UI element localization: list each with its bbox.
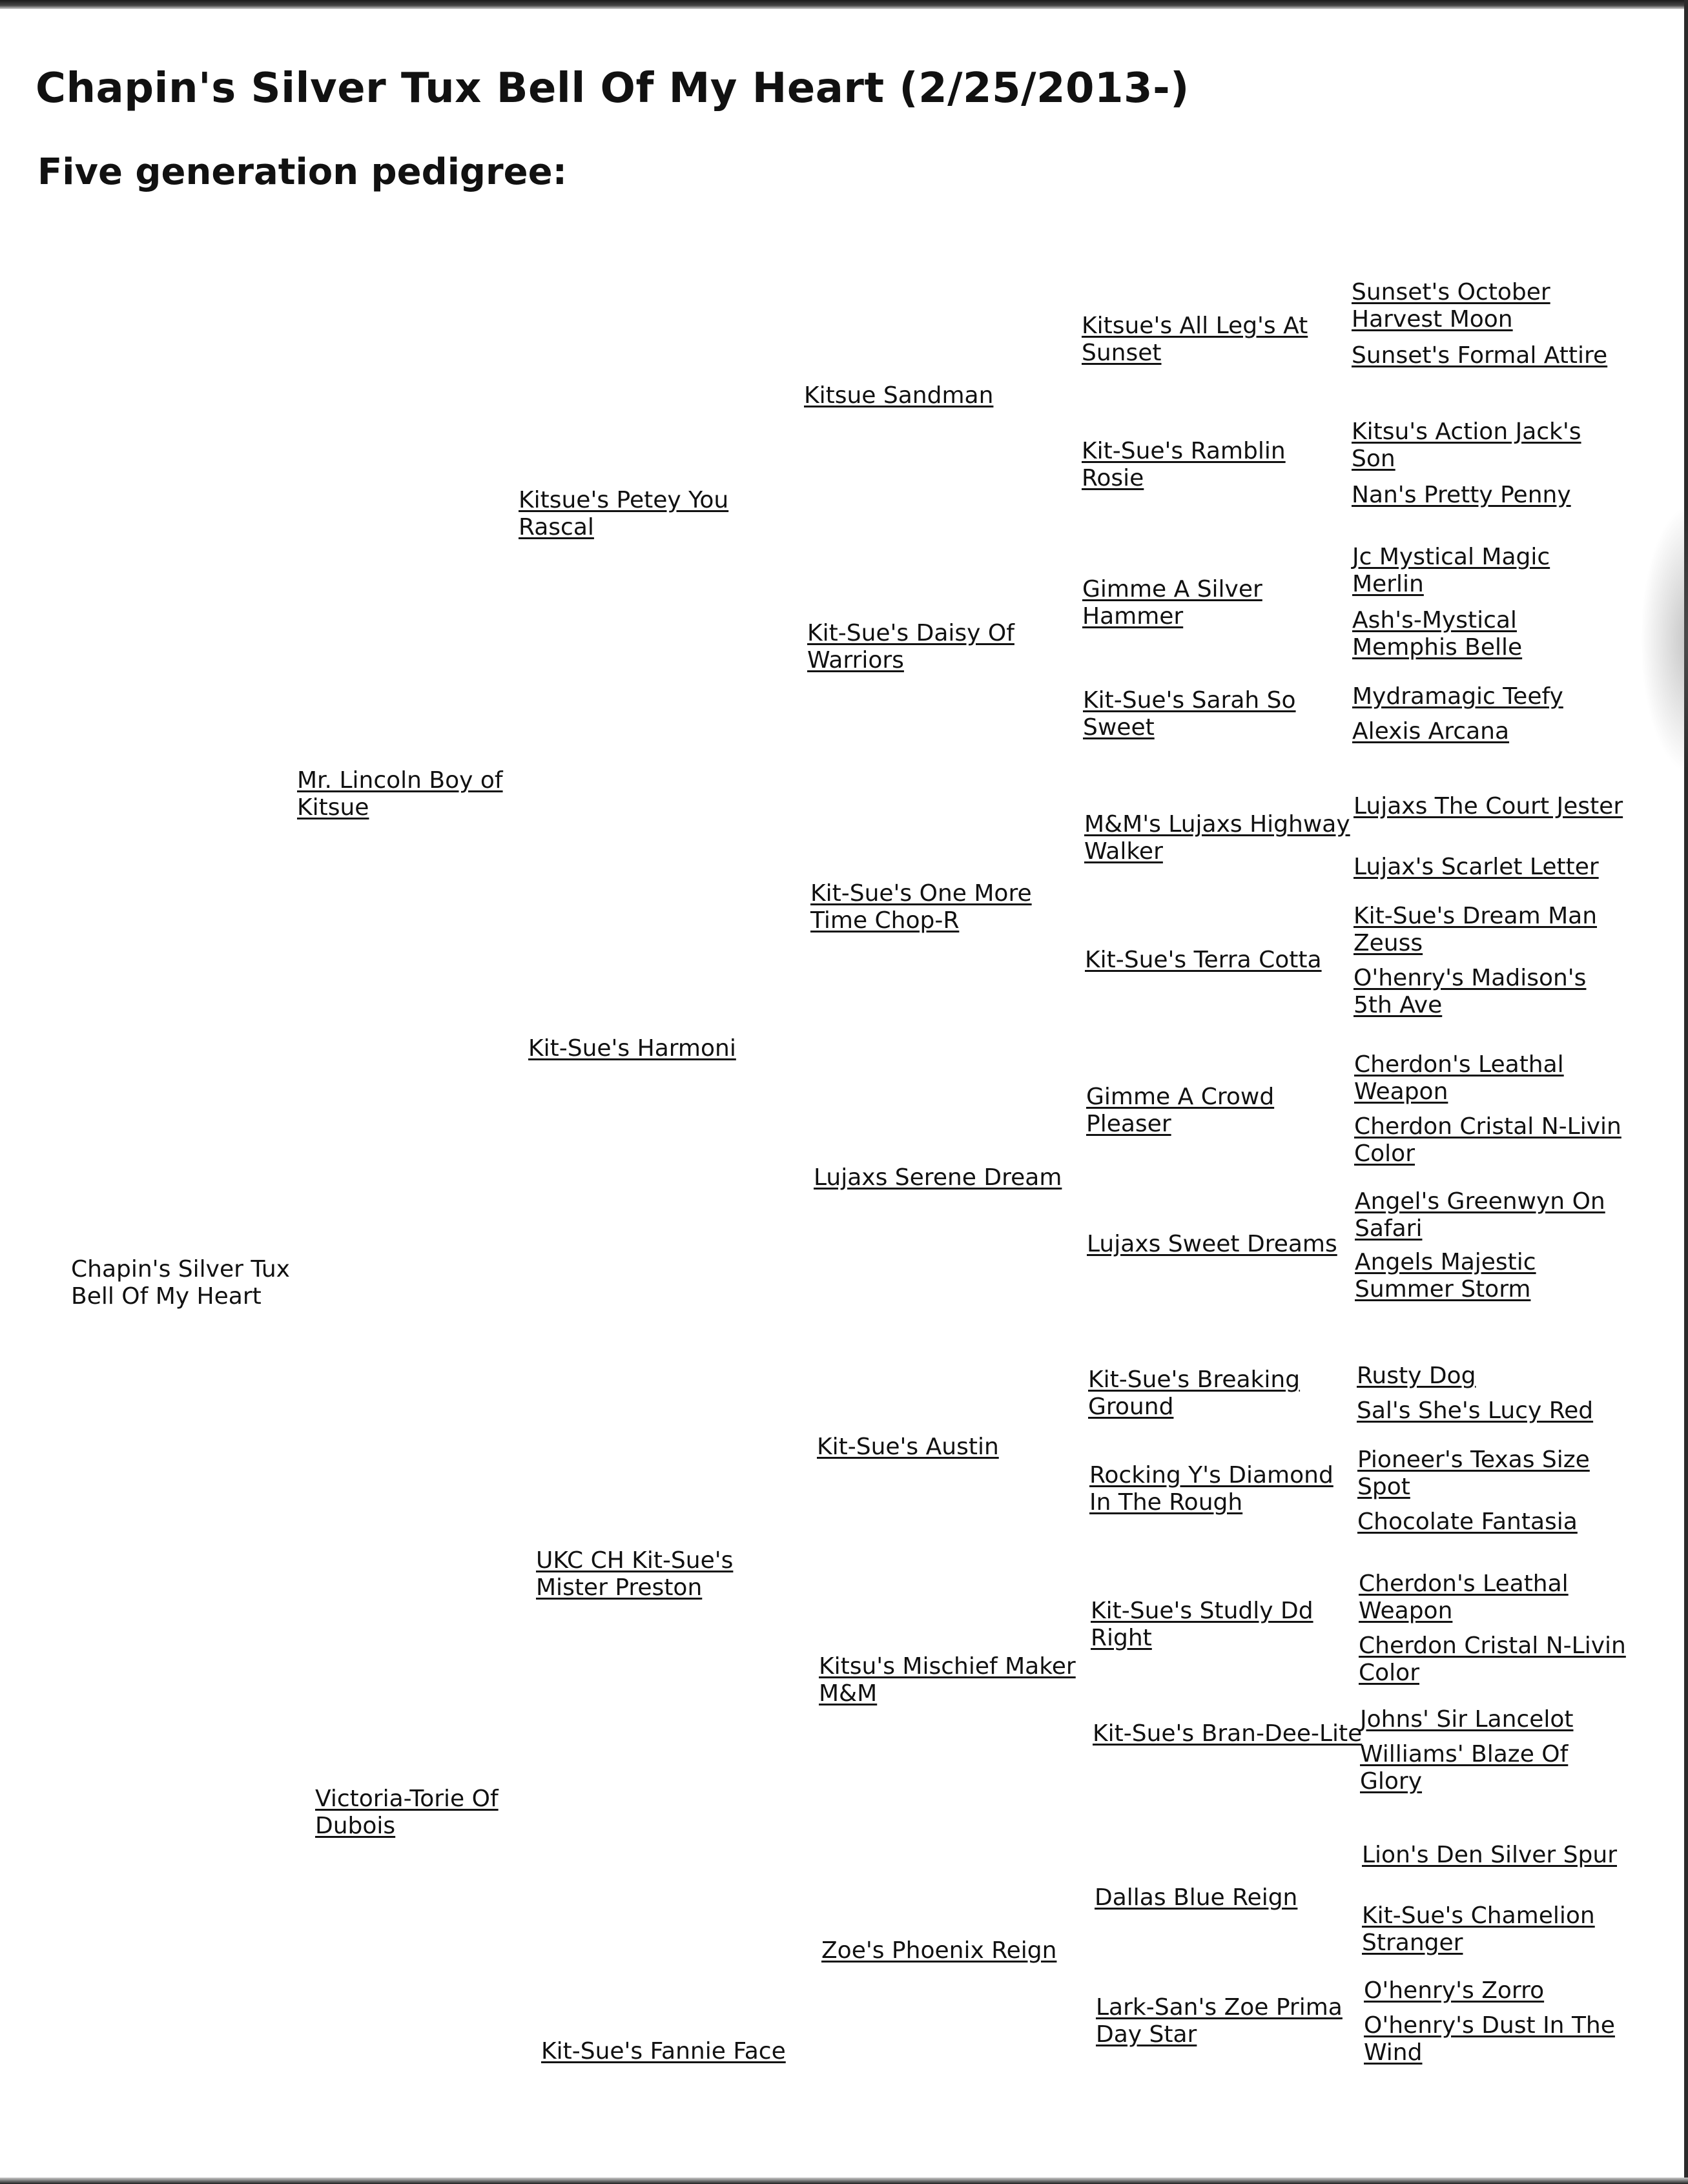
gen5-ancestor-link[interactable]: Lujaxs The Court Jester	[1353, 793, 1623, 819]
gen5-ancestor-link[interactable]: Chocolate Fantasia	[1357, 1509, 1578, 1535]
gen5-ancestor-link[interactable]: Alexis Arcana	[1352, 718, 1510, 745]
gen4-ancestor-link[interactable]: Gimme A Silver Hammer	[1082, 576, 1262, 630]
gen5-ancestor-link[interactable]: Mydramagic Teefy	[1352, 683, 1563, 710]
sire-link[interactable]: Mr. Lincoln Boy of Kitsue	[297, 767, 503, 821]
gen4-ancestor-link[interactable]: Gimme A Crowd Pleaser	[1086, 1084, 1275, 1137]
great-grandparent-link[interactable]: Kit-Sue's Austin	[817, 1434, 999, 1460]
great-grandparent-link[interactable]: Kitsu's Mischief Maker M&M	[819, 1653, 1076, 1707]
gen5-ancestor-link[interactable]: Angels Majestic Summer Storm	[1355, 1249, 1536, 1303]
gen4-ancestor-link[interactable]: Kit-Sue's Bran-Dee-Lite	[1093, 1720, 1363, 1747]
dam-dam-link[interactable]: Kit-Sue's Fannie Face	[541, 2038, 786, 2065]
great-grandparent-link[interactable]: Kitsue Sandman	[804, 382, 994, 409]
subject-dog-name: Chapin's Silver Tux Bell Of My Heart	[71, 1256, 290, 1310]
gen5-ancestor-link[interactable]: Lion's Den Silver Spur	[1362, 1842, 1617, 1868]
sire-sire-link[interactable]: Kitsue's Petey You Rascal	[519, 487, 729, 541]
gen5-ancestor-link[interactable]: Williams' Blaze Of Glory	[1360, 1741, 1569, 1795]
gen4-ancestor-link[interactable]: Kit-Sue's Ramblin Rosie	[1082, 438, 1286, 491]
gen5-ancestor-link[interactable]: Sal's She's Lucy Red	[1357, 1397, 1594, 1424]
gen5-ancestor-link[interactable]: Pioneer's Texas Size Spot	[1357, 1447, 1590, 1500]
gen5-ancestor-link[interactable]: Ash's-Mystical Memphis Belle	[1352, 607, 1523, 661]
gen5-ancestor-link[interactable]: O'henry's Madison's 5th Ave	[1353, 965, 1587, 1018]
gen5-ancestor-link[interactable]: Kit-Sue's Dream Man Zeuss	[1353, 903, 1598, 956]
gen4-ancestor-link[interactable]: Rocking Y's Diamond In The Rough	[1089, 1462, 1333, 1516]
great-grandparent-link[interactable]: Kit-Sue's Daisy Of Warriors	[807, 620, 1014, 674]
page-title: Chapin's Silver Tux Bell Of My Heart (2/25/2013-)	[36, 65, 1189, 112]
gen4-ancestor-link[interactable]: Lujaxs Sweet Dreams	[1087, 1231, 1337, 1257]
great-grandparent-link[interactable]: Lujaxs Serene Dream	[814, 1164, 1062, 1191]
gen5-ancestor-link[interactable]: Cherdon Cristal N-Livin Color	[1354, 1113, 1621, 1167]
gen5-ancestor-link[interactable]: Cherdon's Leathal Weapon	[1354, 1051, 1564, 1105]
scan-shadow	[1640, 504, 1688, 775]
gen4-ancestor-link[interactable]: M&M's Lujaxs Highway Walker	[1084, 811, 1350, 865]
gen5-ancestor-link[interactable]: Angel's Greenwyn On Safari	[1355, 1188, 1605, 1242]
gen5-ancestor-link[interactable]: Sunset's October Harvest Moon	[1352, 279, 1550, 333]
gen4-ancestor-link[interactable]: Kit-Sue's Breaking Ground	[1088, 1366, 1301, 1420]
gen4-ancestor-link[interactable]: Kit-Sue's Studly Dd Right	[1091, 1598, 1313, 1651]
gen5-ancestor-link[interactable]: Lujax's Scarlet Letter	[1353, 854, 1599, 880]
scan-top-edge	[0, 0, 1688, 9]
gen5-ancestor-link[interactable]: Sunset's Formal Attire	[1352, 342, 1608, 369]
gen5-ancestor-link[interactable]: Kit-Sue's Chamelion Stranger	[1362, 1902, 1595, 1956]
gen4-ancestor-link[interactable]: Kit-Sue's Terra Cotta	[1085, 947, 1322, 973]
gen5-ancestor-link[interactable]: Rusty Dog	[1357, 1363, 1476, 1389]
dam-link[interactable]: Victoria-Torie Of Dubois	[315, 1786, 499, 1839]
gen4-ancestor-link[interactable]: Kitsue's All Leg's At Sunset	[1082, 313, 1308, 366]
great-grandparent-link[interactable]: Kit-Sue's One More Time Chop-R	[810, 880, 1032, 934]
scan-right-edge	[1684, 0, 1688, 2184]
gen4-ancestor-link[interactable]: Lark-San's Zoe Prima Day Star	[1096, 1994, 1343, 2048]
gen5-ancestor-link[interactable]: Kitsu's Action Jack's Son	[1352, 418, 1581, 472]
gen5-ancestor-link[interactable]: Johns' Sir Lancelot	[1360, 1706, 1574, 1733]
gen4-ancestor-link[interactable]: Dallas Blue Reign	[1095, 1884, 1298, 1911]
sire-dam-link[interactable]: Kit-Sue's Harmoni	[528, 1035, 736, 1062]
gen5-ancestor-link[interactable]: Nan's Pretty Penny	[1352, 482, 1571, 508]
gen5-ancestor-link[interactable]: O'henry's Dust In The Wind	[1364, 2012, 1615, 2066]
gen5-ancestor-link[interactable]: O'henry's Zorro	[1364, 1977, 1545, 2004]
page-subtitle: Five generation pedigree:	[37, 151, 567, 193]
great-grandparent-link[interactable]: Zoe's Phoenix Reign	[821, 1937, 1057, 1964]
dam-sire-link[interactable]: UKC CH Kit-Sue's Mister Preston	[536, 1547, 734, 1601]
gen5-ancestor-link[interactable]: Cherdon Cristal N-Livin Color	[1359, 1633, 1626, 1686]
gen5-ancestor-link[interactable]: Jc Mystical Magic Merlin	[1352, 544, 1550, 597]
gen4-ancestor-link[interactable]: Kit-Sue's Sarah So Sweet	[1083, 687, 1296, 741]
gen5-ancestor-link[interactable]: Cherdon's Leathal Weapon	[1359, 1571, 1569, 1624]
scan-bottom-edge	[0, 2178, 1688, 2184]
